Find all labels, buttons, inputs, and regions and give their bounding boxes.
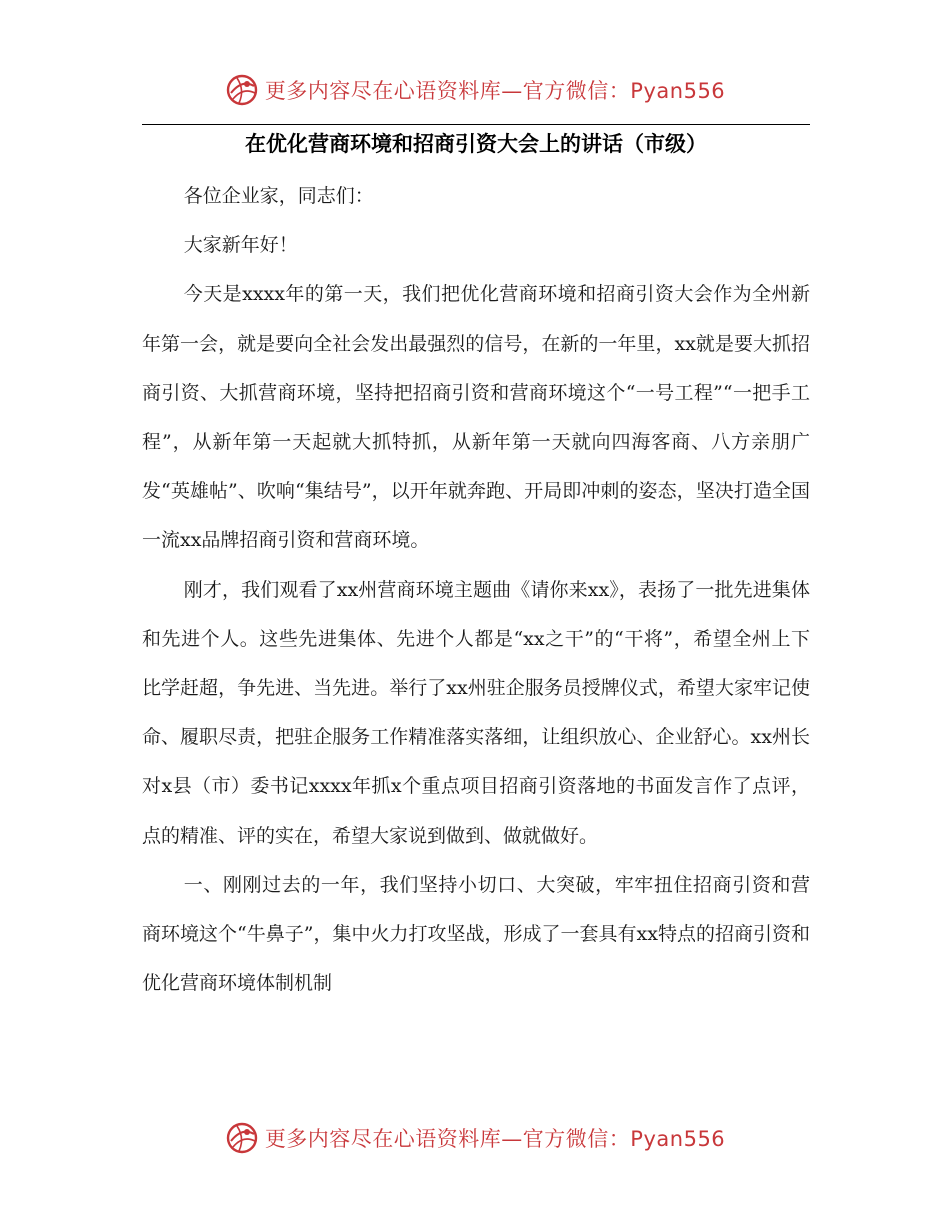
paragraph-greeting: 大家新年好！	[183, 234, 298, 257]
page-title: 在优化营商环境和招商引资大会上的讲话（市级）	[245, 132, 707, 156]
red-sphere-logo-icon	[225, 1121, 259, 1155]
paragraph-section-one: 一、刚刚过去的一年，我们坚持小切口、大突破，牢牢扭住招商引资和营商环境这个“牛鼻子”，集中火力打攻坚战，形成了一套具有xx特点的招商引资和优化营商环境体制机制	[142, 873, 810, 995]
paragraph: 刚才，我们观看了xx州营商环境主题曲《请你来xx》，表扬了一批先进集体和先进个人。这些先进集体、先进个人都是“xx之干”的“干将”，希望全州上下比学赶超，争先进、当先进。举行了xx州驻企服务员授牌仪式，希望大家牢记使命、履职尽责，把驻企服务工作精准落实落细，让组织放心、企业舒心。xx州长对x县（市）委书记xxxx年抓x个重点项目招商引资落地的书面发言作了点评，点的精准、评的实在，希望大家说到做到、做就做好。	[142, 578, 810, 847]
footer-banner	[0, 1118, 950, 1158]
footer-banner-text: 更多内容尽在心语资料库—官方微信：Pyan556	[264, 1127, 726, 1151]
header-banner-text: 更多内容尽在心语资料库—官方微信：Pyan556	[264, 79, 726, 103]
paragraph: 今天是xxxx年的第一天，我们把优化营商环境和招商引资大会作为全州新年第一会，就是要向全社会发出最强烈的信号，在新的一年里，xx就是要大抓招商引资、大抓营商环境，坚持把招商引资和营商环境这个“一号工程”“一把手工程”，从新年第一天起就大抓特抓，从新年第一天就向四海客商、八方亲朋广发“英雄帖”、吹响“集结号”，以开年就奔跑、开局即冲刺的姿态，坚决打造全国一流xx品牌招商引资和营商环境。	[142, 283, 810, 552]
header-banner	[0, 70, 950, 110]
red-sphere-logo-icon	[225, 73, 259, 107]
header-divider	[142, 124, 810, 125]
document-body	[142, 172, 810, 1008]
paragraph-salutation: 各位企业家，同志们：	[183, 185, 374, 207]
